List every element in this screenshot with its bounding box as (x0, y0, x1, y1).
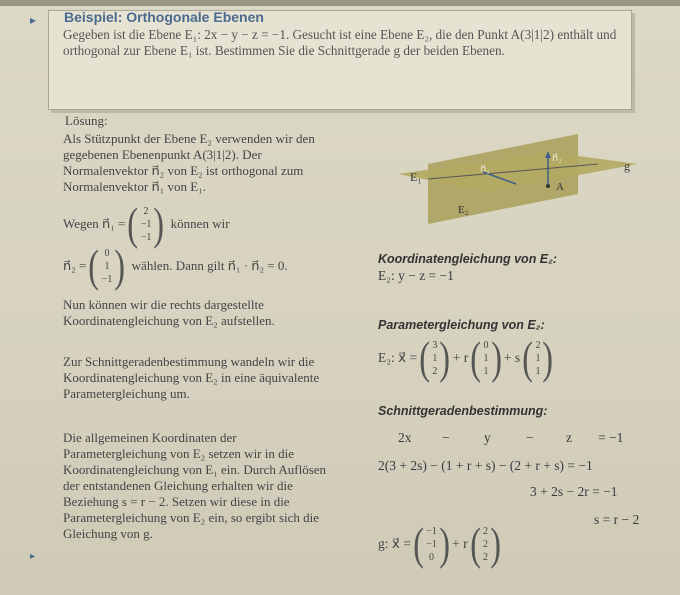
parameter-heading: Parametergleichung von E₂: (378, 318, 545, 332)
row1-y: y (484, 430, 491, 445)
n1-vector-line (63, 198, 230, 249)
paren-left-icon: ( (469, 518, 481, 569)
point-a (546, 184, 550, 188)
n2-suffix: wählen. Dann gilt n⃗₁ · n⃗₂ = 0. (131, 258, 288, 273)
parameter-equation: E₂: x⃗ = ( 3 1 2 ) + r ( 0 1 1 ) + s ( 2 1 1 ) (378, 332, 554, 383)
solution-paragraph-5: Zur Schnittgeradenbestimmung wandeln wir die Koordinatengleichung von E₂ in eine äquivalente Parametergleichung um. (63, 354, 320, 401)
row1-2x: 2x (398, 430, 412, 445)
label-n1: n⃗₁ (480, 164, 490, 175)
solution-paragraph-1: Als Stützpunkt der Ebene E₂ verwenden wir den gegebenen Ebenenpunkt A(3|1|2). Der Normalenvektor n⃗₂ von E₂ ist orthogonal zum Normalenvektor n⃗₁ von E₁. (63, 131, 315, 194)
g-direction-vector: 2 2 2 (482, 525, 488, 563)
g-support-vector: −1 −1 0 (426, 525, 437, 563)
paren-right-icon: ) (439, 332, 451, 383)
row1-minus-2: − (526, 430, 534, 445)
row1-minus-1: − (442, 430, 450, 445)
planes-figure (398, 124, 638, 224)
paren-right-icon: ) (153, 198, 165, 249)
n1-vector: 2 −1 −1 (140, 205, 152, 243)
example-problem-text: Gegeben ist die Ebene E₁: 2x − y − z = −1. Gesucht ist eine Ebene E₂, die den Punkt A(3|1|2) enthält und orthogonal zur Ebene E₁ ist. Bestimmen Sie die Schnittgerade g der beiden Ebenen. (63, 27, 617, 58)
koordinaten-equation: E₂: y − z = −1 (378, 268, 454, 283)
solution-paragraph-6: Die allgemeinen Koordinaten der Parametergleichung von E₂ setzen wir in die Koordinatengleichung von E₁ ein. Durch Auflösen der entstandenen Gleichung erhalten wir die Beziehung s = r − 2. Setzen wir diese in die Parametergleichung von E₂ ein, so ergibt sich die Gleichung von g. (63, 430, 327, 541)
example-box (48, 10, 632, 110)
n2-vector: 0 1 −1 (101, 247, 113, 285)
solution-label: Lösung: (65, 113, 108, 128)
paren-left-icon: ( (470, 332, 482, 383)
direction-vector-r: 0 1 1 (483, 339, 489, 377)
line-g-equation: g: x⃗ = ( −1 −1 0 ) + r ( 2 2 2 ) (378, 518, 501, 569)
continue-marker-icon: ▸ (30, 551, 36, 562)
label-g: g (624, 159, 630, 173)
row4-relation: s = r − 2 (594, 512, 640, 527)
paren-left-icon: ( (413, 518, 424, 569)
row1-z: z (566, 430, 572, 445)
row1-rhs: = −1 (598, 430, 624, 445)
paren-right-icon: ) (542, 332, 554, 383)
row3-simplified: 3 + 2s − 2r = −1 (530, 484, 618, 499)
label-e2: E₂ (458, 204, 469, 216)
label-e1: E₁ (410, 170, 422, 184)
n2-vector-line (63, 240, 288, 291)
example-marker-icon: ▸ (30, 13, 37, 27)
paren-left-icon: ( (419, 332, 431, 383)
n1-suffix: können wir (170, 216, 230, 231)
row2-substitution: 2(3 + 2s) − (1 + r + s) − (2 + r + s) = −1 (378, 458, 593, 473)
paren-right-icon: ) (114, 240, 126, 291)
label-a: A (556, 181, 564, 193)
direction-vector-s: 2 1 1 (535, 339, 541, 377)
n1-prefix: Wegen n⃗₁ = (63, 216, 126, 231)
paren-right-icon: ) (490, 518, 501, 569)
label-n2: n⃗₂ (552, 153, 562, 164)
schnitt-heading: Schnittgeradenbestimmung: (378, 404, 548, 418)
paren-left-icon: ( (88, 240, 100, 291)
example-title: Beispiel: Orthogonale Ebenen (64, 9, 264, 25)
support-vector: 3 1 2 (432, 339, 438, 377)
n2-prefix: n⃗₂ = (63, 258, 87, 273)
solution-paragraph-4: Nun können wir die rechts dargestellte Koordinatengleichung von E₂ aufstellen. (63, 297, 275, 328)
paren-left-icon: ( (522, 332, 534, 383)
paren-right-icon: ) (490, 332, 502, 383)
koordinaten-heading: Koordinatengleichung von E₂: (378, 252, 558, 266)
page-edge (0, 0, 680, 6)
paren-right-icon: ) (439, 518, 450, 569)
paren-left-icon: ( (127, 198, 139, 249)
